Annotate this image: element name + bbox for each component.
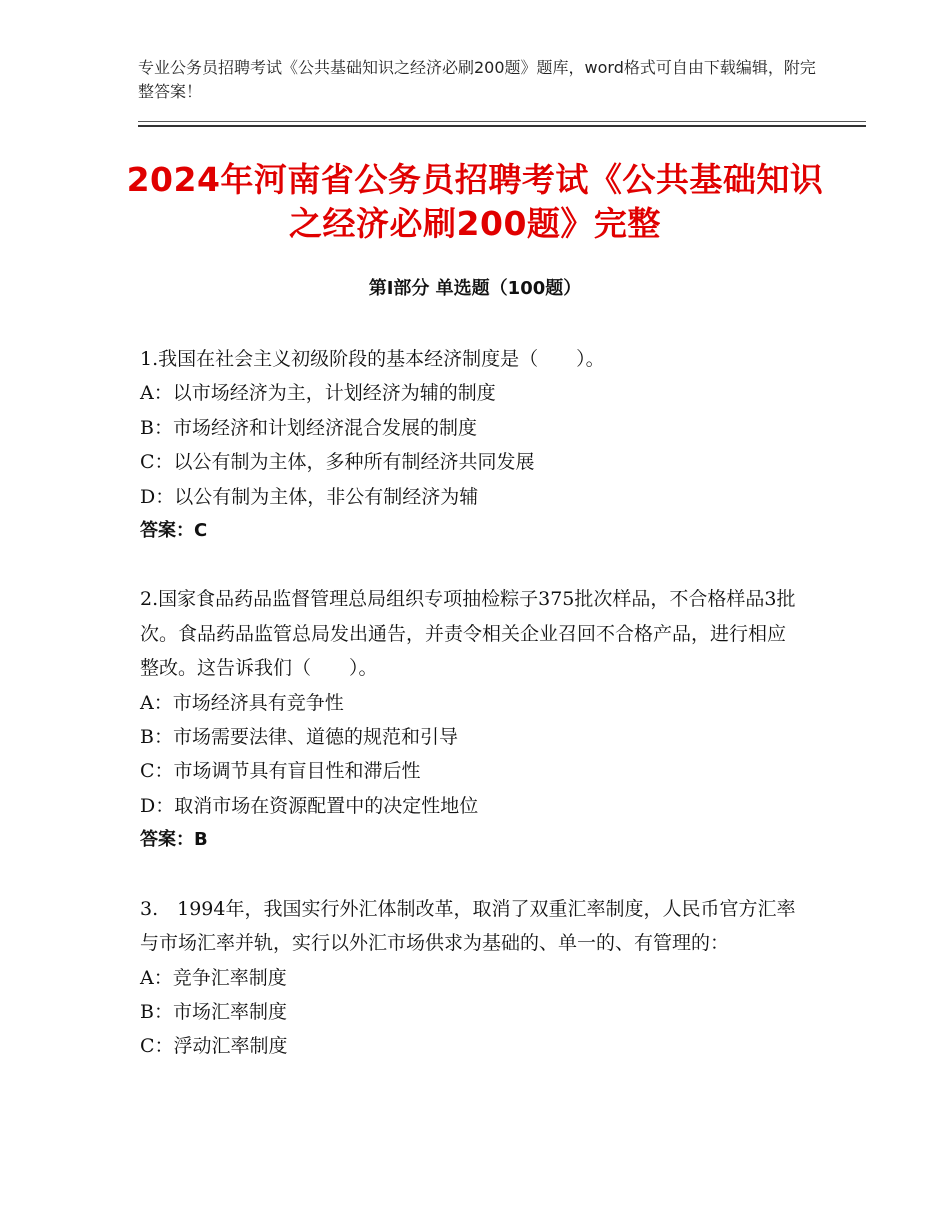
option-b: B：市场需要法律、道德的规范和引导 [140,726,458,749]
answer: 答案：B [140,829,208,851]
option-d: D：取消市场在资源配置中的决定性地位 [140,794,479,817]
question-stem: 1.我国在社会主义初级阶段的基本经济制度是（ ）。 [140,348,605,370]
question-list [140,342,800,1064]
option-d: D：以公有制为主体，非公有制经济为辅 [140,485,479,508]
section-heading: 第Ⅰ部分 单选题（100题） [368,278,582,299]
option-c: C：以公有制为主体，多种所有制经济共同发展 [140,451,535,474]
spacer [140,548,800,582]
option-a: A：市场经济具有竞争性 [140,691,344,714]
question-3 [140,892,800,1064]
option-a: A：以市场经济为主，计划经济为辅的制度 [140,382,496,405]
header-divider-thin [138,121,866,122]
option-a: A：竞争汇率制度 [140,966,287,989]
answer: 答案：C [140,520,208,542]
option-b: B：市场汇率制度 [140,1000,287,1023]
option-c: C：浮动汇率制度 [140,1035,288,1058]
question-2 [140,582,800,857]
question-1 [140,342,800,548]
question-stem: 3. 1994年，我国实行外汇体制改革，取消了双重汇率制度，人民币官方汇率与市场汇率并轨，实行以外汇市场供求为基础的、单一的、有管理的： [140,897,796,955]
document-title: 2024年河南省公务员招聘考试《公共基础知识之经济必刷200题》完整 [126,160,824,243]
header-divider-thick [138,125,866,127]
option-b: B：市场经济和计划经济混合发展的制度 [140,416,477,439]
question-stem: 2.国家食品药品监督管理总局组织专项抽检粽子375批次样品，不合格样品3批次。食品药品监管总局发出通告，并责令相关企业召回不合格产品，进行相应整改。这告诉我们（ ）。 [140,588,796,680]
header-note: 专业公务员招聘考试《公共基础知识之经济必刷200题》题库，word格式可自由下载编辑，附完整答案！ [138,58,816,101]
option-c: C：市场调节具有盲目性和滞后性 [140,760,421,783]
spacer [140,858,800,892]
